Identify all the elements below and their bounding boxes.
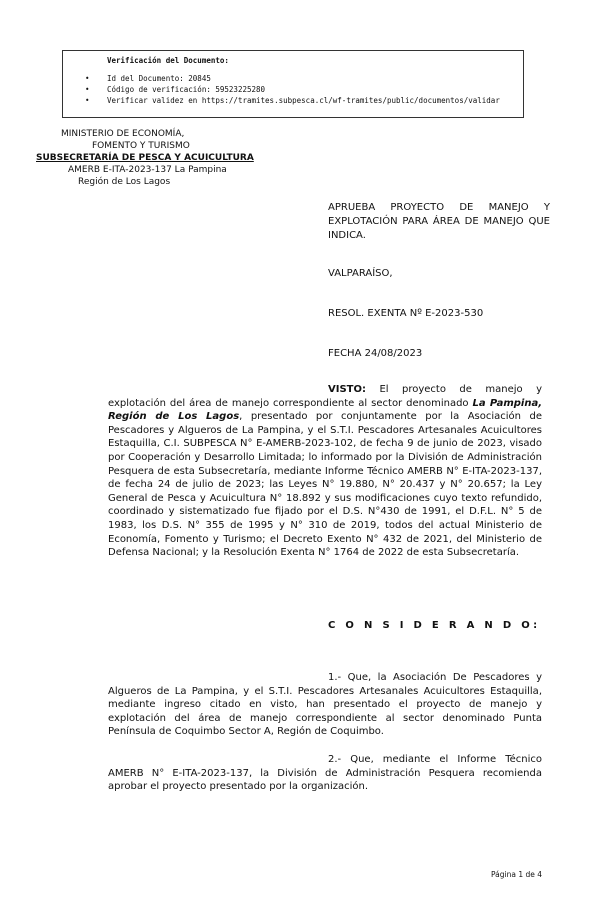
visto-sector: La Pampina, Región de Los Lagos [108, 397, 542, 423]
subsecretaria-name: SUBSECRETARÍA DE PESCA Y ACUICULTURA [36, 153, 254, 163]
verification-box [62, 50, 524, 118]
ministry-line-2: FOMENTO Y TURISMO [92, 141, 190, 151]
visto-paragraph [108, 383, 542, 560]
document-date: FECHA 24/08/2023 [328, 348, 423, 359]
visto-text-2: , presentado por conjuntamente por la Asociación de Pescadores y Algueros de La Pampina, y el S.T.I. Pescadores Artesanales Acuicultores Estaquilla, C.I. SUBPESCA N° E-AMERB-2023-102, de fecha 9 de junio de 2023, visado por Cooperación y Desarrollo Limitada; lo informado por la División de Administración Pesquera de esta Subsecretaría, mediante Informe Técnico AMERB N° E-ITA-2023-137, de fecha 24 de julio de 2023; las Leyes N° 19.880, N° 20.437 y N° 20.657; la Ley General de Pesca y Acuicultura N° 18.892 y sus modificaciones cuyo texto refundido, coordinado y sistematizado fue fijado por el D.S. N°430 de 1991, el D.F.L. N° 5 de 1983, los D.S. N° 355 de 1995 y N° 310 de 2019, todos del actual Ministerio de Economía, Fomento y Turismo; el Decreto Exento N° 432 de 2021, del Ministerio de Defensa Nacional; y la Resolución Exenta N° 1764 de 2022 de esta Subsecretaría. [108, 411, 542, 559]
visto-heading: VISTO: [328, 384, 366, 395]
resolution-number: RESOL. EXENTA Nº E-2023-530 [328, 308, 484, 319]
considerando-item-1: 1.- Que, la Asociación De Pescadores y Algueros de La Pampina, y el S.T.I. Pescadores Artesanales Acuicultores Estaquilla, mediante ingreso citado en visto, han presentado el proyecto de manejo y explotación del área de manejo correspondiente al sector denominado Punta Península de Coquimbo Sector A, Región de Coquimbo. [108, 672, 542, 738]
verification-id: • Id del Documento: 20845 [85, 73, 500, 84]
region-name: Región de Los Lagos [78, 177, 171, 187]
verification-title: Verificación del Documento: [107, 56, 229, 65]
ministry-header [30, 128, 290, 188]
verification-list [85, 73, 500, 106]
page-number: Página 1 de 4 [490, 870, 542, 879]
considerando-heading: C O N S I D E R A N D O: [328, 620, 541, 631]
verification-code: • Código de verificación: 59523225280 [85, 84, 500, 95]
considerando-item-2: 2.- Que, mediante el Informe Técnico AMERB N° E-ITA-2023-137, la División de Administración Pesquera recomienda aprobar el proyecto presentado por la organización. [108, 754, 542, 793]
amerb-reference: AMERB E-ITA-2023-137 La Pampina [68, 165, 227, 175]
ministry-line-1: MINISTERIO DE ECONOMÍA, [61, 129, 185, 139]
document-title: APRUEBA PROYECTO DE MANEJO Y EXPLOTACIÓN PARA ÁREA DE MANEJO QUE INDICA. [328, 202, 550, 241]
verification-url[interactable]: • Verificar validez en https://tramites.subpesca.cl/wf-tramites/public/documentos/validar [85, 95, 500, 106]
document-city: VALPARAÍSO, [328, 268, 393, 279]
visto-text-1: El proyecto de manejo y explotación del área de manejo correspondiente al sector denominado [108, 384, 542, 409]
